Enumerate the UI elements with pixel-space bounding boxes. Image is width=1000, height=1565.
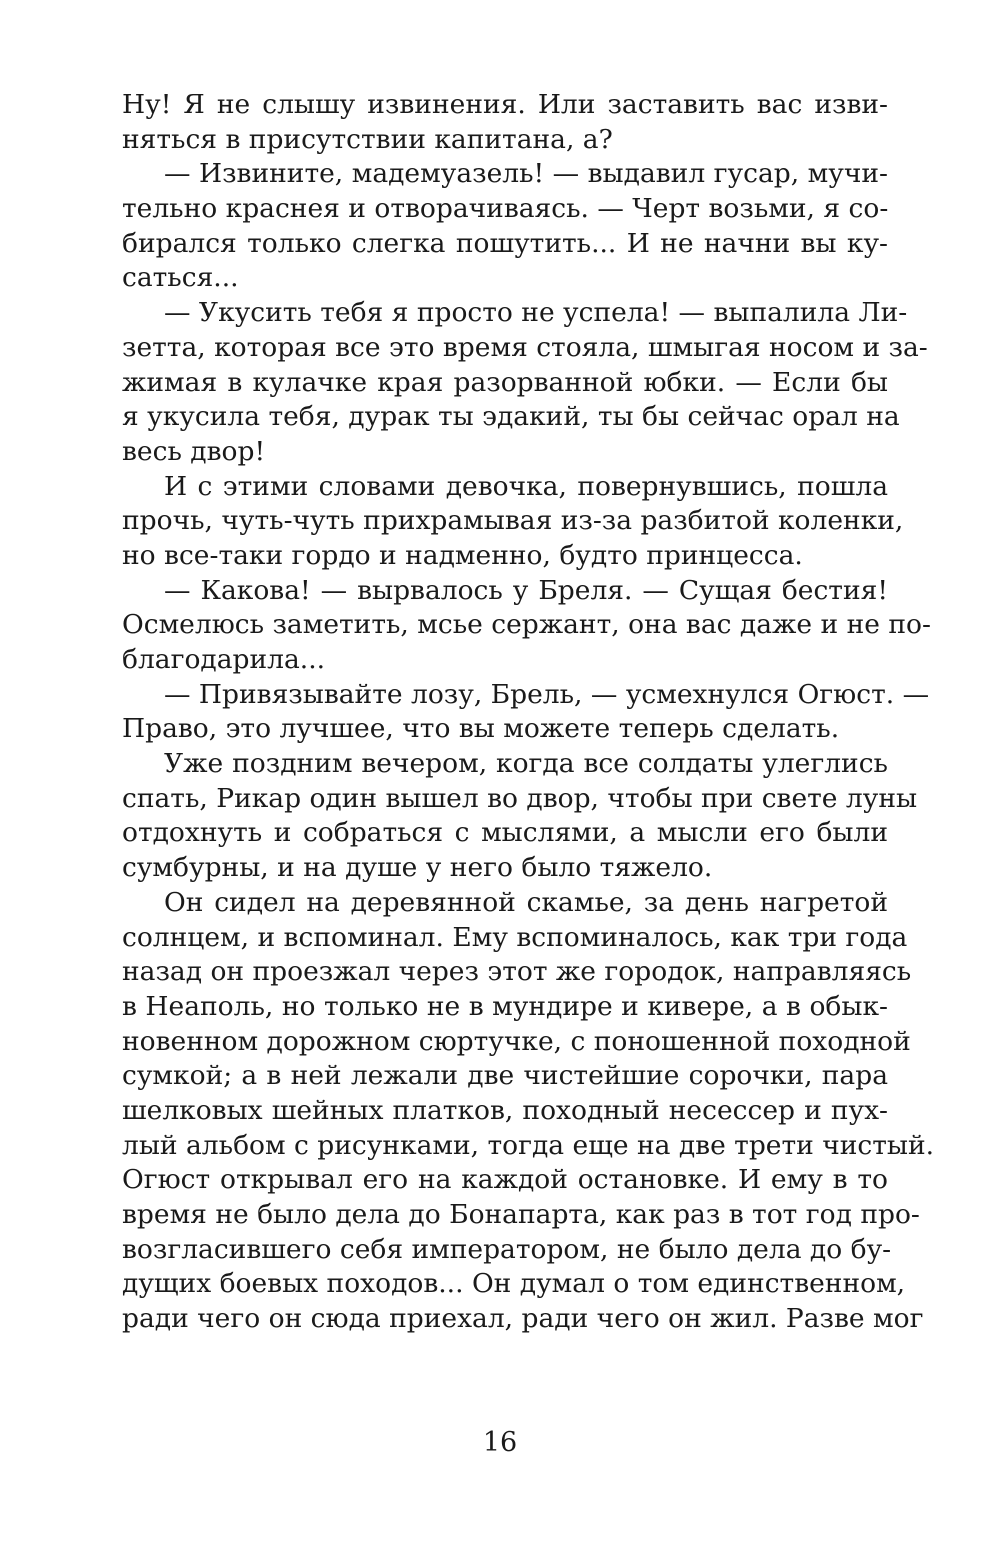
text-line: — Извините, мадемуазель! — выдавил гусар, мучи-	[164, 158, 888, 190]
text-line: спать, Рикар один вышел во двор, чтобы при свете луны	[122, 782, 918, 814]
text-line: бирался только слегка пошутить... И не начни вы ку-	[122, 227, 888, 259]
text-line: Право, это лучшее, что вы можете теперь сделать.	[122, 713, 840, 745]
text-line: прочь, чуть-чуть прихрамывая из-за разбитой коленки,	[122, 505, 904, 537]
text-line: лый альбом с рисунками, тогда еще на две трети чистый.	[122, 1129, 935, 1161]
page-body	[122, 88, 935, 1337]
text-line: Осмелюсь заметить, мсье сержант, она вас даже и не по-	[122, 609, 931, 641]
text-line: я укусила тебя, дурак ты эдакий, ты бы сейчас орал на	[122, 401, 900, 433]
text-line: саться...	[122, 262, 239, 294]
text-line: в Неаполь, но только не в мундире и кивере, а в обык-	[122, 990, 888, 1022]
text-line: Он сидел на деревянной скамье, за день нагретой	[164, 886, 888, 918]
text-line: няться в присутствии капитана, а?	[122, 123, 613, 155]
text-line: — Какова! — вырвалось у Бреля. — Сущая бестия!	[164, 574, 888, 606]
text-line: зетта, которая все это время стояла, шмыгая носом и за-	[122, 331, 928, 363]
text-line: — Укусить тебя я просто не успела! — выпалила Ли-	[164, 297, 908, 329]
text-line: И с этими словами девочка, повернувшись, пошла	[164, 470, 888, 502]
text-line: тельно краснея и отворачиваясь. — Черт возьми, я со-	[122, 193, 889, 225]
text-line: отдохнуть и собраться с мыслями, а мысли его были	[122, 817, 888, 849]
text-line: назад он проезжал через этот же городок, направляясь	[122, 956, 912, 988]
text-line: Уже поздним вечером, когда все солдаты улеглись	[164, 748, 888, 780]
text-line: Огюст открывал его на каждой остановке. И ему в то	[122, 1164, 888, 1196]
text-line: весь двор!	[122, 435, 266, 467]
text-line: возгласившего себя императором, не было дела до бу-	[122, 1233, 892, 1265]
text-line: дущих боевых походов... Он думал о том единственном,	[122, 1268, 906, 1300]
text-line: солнцем, и вспоминал. Ему вспоминалось, как три года	[122, 921, 908, 953]
text-line: жимая в кулачке края разорванной юбки. — Если бы	[122, 366, 888, 398]
text-line: новенном дорожном сюртучке, с поношенной походной	[122, 1025, 911, 1057]
text-line: Ну! Я не слышу извинения. Или заставить вас изви-	[122, 89, 888, 120]
text-line: — Привязывайте лозу, Брель, — усмехнулся Огюст. —	[164, 678, 930, 710]
text-line: сумбурны, и на душе у него было тяжело.	[122, 852, 713, 884]
page-number: 16	[482, 1427, 518, 1458]
text-line: благодарила...	[122, 644, 326, 675]
text-line: но все-таки гордо и надменно, будто принцесса.	[122, 539, 803, 571]
text-line: сумкой; а в ней лежали две чистейшие сорочки, пара	[122, 1060, 888, 1092]
text-line: время не было дела до Бонапарта, как раз в тот год про-	[122, 1199, 920, 1230]
text-line: ради чего он сюда приехал, ради чего он жил. Разве мог	[122, 1303, 924, 1335]
text-line: шелковых шейных платков, походный несессер и пух-	[122, 1094, 888, 1126]
